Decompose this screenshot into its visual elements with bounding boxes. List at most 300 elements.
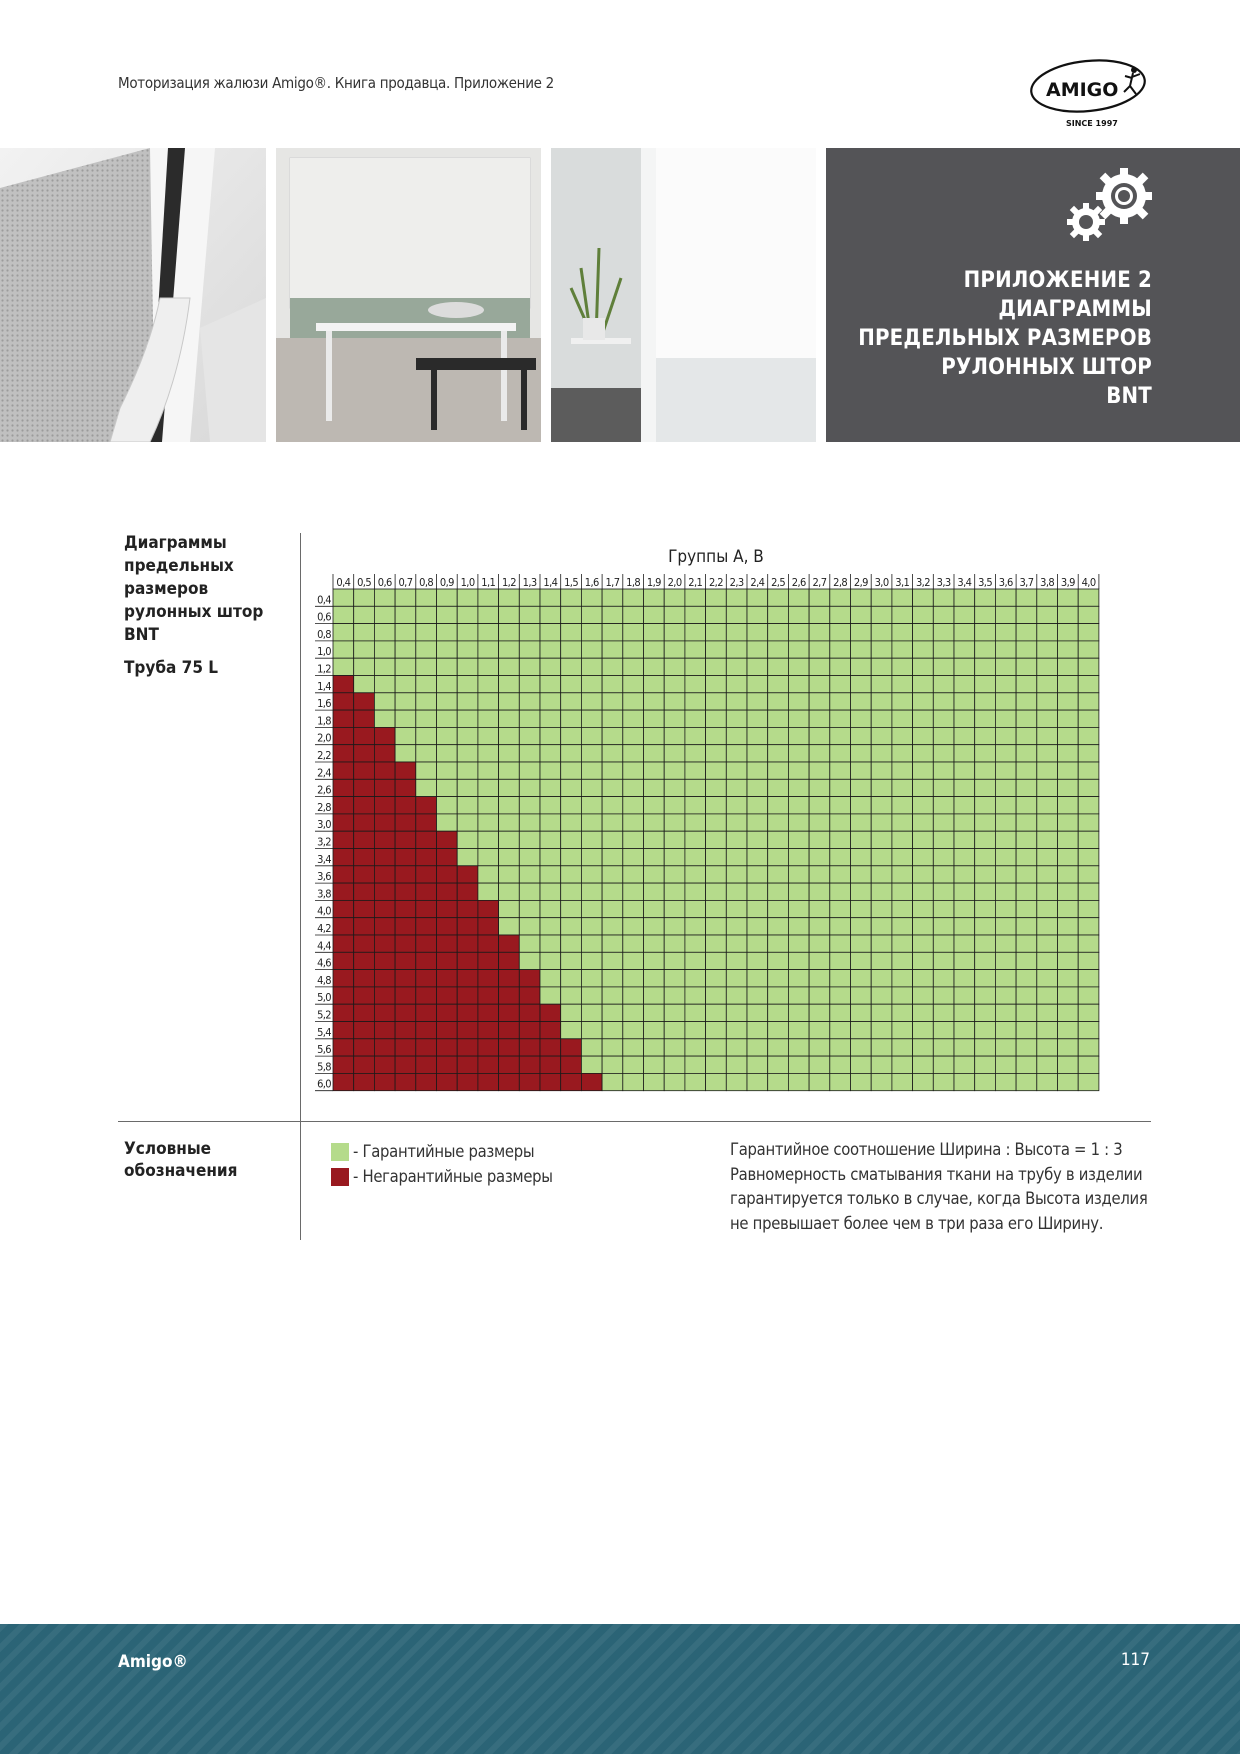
grid-cell bbox=[602, 1022, 623, 1039]
grid-cell bbox=[1078, 745, 1099, 762]
grid-cell bbox=[913, 970, 934, 987]
grid-cell bbox=[478, 900, 499, 917]
grid-cell bbox=[1037, 1039, 1058, 1056]
grid-cell bbox=[954, 952, 975, 969]
grid-cell bbox=[395, 1039, 416, 1056]
grid-cell bbox=[685, 987, 706, 1004]
grid-cell bbox=[809, 589, 830, 606]
grid-cell bbox=[995, 676, 1016, 693]
grid-cell bbox=[561, 814, 582, 831]
grid-cell bbox=[664, 918, 685, 935]
grid-cell bbox=[561, 952, 582, 969]
column-label: 2,3 bbox=[729, 576, 744, 589]
grid-cell bbox=[333, 589, 354, 606]
column-label: 1,3 bbox=[522, 576, 537, 589]
grid-cell bbox=[1078, 849, 1099, 866]
grid-cell bbox=[623, 952, 644, 969]
grid-cell bbox=[333, 918, 354, 935]
grid-cell bbox=[395, 883, 416, 900]
grid-cell bbox=[975, 1039, 996, 1056]
grid-cell bbox=[892, 987, 913, 1004]
grid-cell bbox=[1037, 1056, 1058, 1073]
grid-cell bbox=[726, 970, 747, 987]
grid-cell bbox=[374, 693, 395, 710]
grid-cell bbox=[374, 883, 395, 900]
grid-cell bbox=[395, 918, 416, 935]
grid-cell bbox=[871, 727, 892, 744]
blind-detail-photo bbox=[0, 148, 266, 442]
grid-cell bbox=[374, 918, 395, 935]
grid-cell bbox=[1078, 918, 1099, 935]
grid-cell bbox=[726, 1039, 747, 1056]
grid-cell bbox=[457, 624, 478, 641]
grid-cell bbox=[540, 1056, 561, 1073]
grid-cell bbox=[519, 1056, 540, 1073]
grid-cell bbox=[933, 1056, 954, 1073]
grid-cell bbox=[416, 762, 437, 779]
grid-cell bbox=[933, 935, 954, 952]
grid-cell bbox=[581, 883, 602, 900]
grid-cell bbox=[933, 676, 954, 693]
grid-cell bbox=[768, 1056, 789, 1073]
grid-cell bbox=[1016, 606, 1037, 623]
grid-cell bbox=[1078, 797, 1099, 814]
grid-cell bbox=[499, 727, 520, 744]
grid-cell bbox=[726, 727, 747, 744]
grid-cell bbox=[830, 883, 851, 900]
footer-brand: Amigo® bbox=[118, 1652, 188, 1672]
grid-cell bbox=[457, 606, 478, 623]
grid-cell bbox=[1058, 970, 1079, 987]
grid-cell bbox=[851, 883, 872, 900]
grid-cell bbox=[913, 676, 934, 693]
grid-cell bbox=[1058, 1004, 1079, 1021]
grid-cell bbox=[333, 658, 354, 675]
grid-cell bbox=[354, 779, 375, 796]
grid-cell bbox=[457, 693, 478, 710]
grid-cell bbox=[954, 883, 975, 900]
grid-cell bbox=[644, 606, 665, 623]
grid-cell bbox=[499, 641, 520, 658]
grid-cell bbox=[519, 1004, 540, 1021]
grid-cell bbox=[975, 779, 996, 796]
grid-cell bbox=[519, 866, 540, 883]
grid-cell bbox=[768, 987, 789, 1004]
grid-cell bbox=[540, 1073, 561, 1090]
grid-cell bbox=[623, 693, 644, 710]
grid-cell bbox=[374, 831, 395, 848]
grid-cell bbox=[374, 900, 395, 917]
grid-cell bbox=[1037, 797, 1058, 814]
grid-cell bbox=[706, 1022, 727, 1039]
grid-cell bbox=[954, 987, 975, 1004]
grid-cell bbox=[1016, 727, 1037, 744]
grid-cell bbox=[788, 883, 809, 900]
grid-cell bbox=[581, 710, 602, 727]
grid-cell bbox=[871, 693, 892, 710]
grid-cell bbox=[871, 814, 892, 831]
column-label: 2,7 bbox=[812, 576, 827, 589]
grid-cell bbox=[644, 831, 665, 848]
grid-cell bbox=[1037, 1004, 1058, 1021]
grid-cell bbox=[1078, 900, 1099, 917]
grid-cell bbox=[685, 606, 706, 623]
grid-cell bbox=[747, 866, 768, 883]
chart-title: Группы А, В bbox=[668, 547, 764, 567]
grid-cell bbox=[623, 779, 644, 796]
grid-cell bbox=[519, 883, 540, 900]
grid-cell bbox=[540, 693, 561, 710]
grid-cell bbox=[1058, 900, 1079, 917]
grid-cell bbox=[954, 1004, 975, 1021]
grid-cell bbox=[726, 676, 747, 693]
grid-cell bbox=[457, 987, 478, 1004]
grid-cell bbox=[374, 624, 395, 641]
grid-cell bbox=[1037, 624, 1058, 641]
grid-cell bbox=[581, 641, 602, 658]
grid-cell bbox=[602, 658, 623, 675]
grid-cell bbox=[457, 779, 478, 796]
grid-cell bbox=[726, 606, 747, 623]
grid-cell bbox=[478, 676, 499, 693]
grid-cell bbox=[706, 883, 727, 900]
column-label: 0,6 bbox=[377, 576, 392, 589]
grid-cell bbox=[602, 676, 623, 693]
grid-cell bbox=[706, 606, 727, 623]
grid-cell bbox=[395, 1022, 416, 1039]
banner-line: РУЛОННЫХ ШТОР bbox=[941, 355, 1152, 380]
grid-cell bbox=[788, 779, 809, 796]
grid-cell bbox=[788, 1073, 809, 1090]
grid-cell bbox=[561, 658, 582, 675]
grid-cell bbox=[333, 866, 354, 883]
grid-cell bbox=[768, 1073, 789, 1090]
grid-cell bbox=[954, 676, 975, 693]
grid-cell bbox=[1078, 693, 1099, 710]
grid-cell bbox=[1016, 987, 1037, 1004]
grid-cell bbox=[499, 658, 520, 675]
grid-cell bbox=[892, 900, 913, 917]
column-label: 3,2 bbox=[915, 576, 930, 589]
grid-cell bbox=[395, 589, 416, 606]
grid-cell bbox=[1016, 745, 1037, 762]
grid-cell bbox=[768, 831, 789, 848]
grid-cell bbox=[499, 589, 520, 606]
grid-cell bbox=[437, 866, 458, 883]
grid-cell bbox=[726, 710, 747, 727]
grid-cell bbox=[561, 641, 582, 658]
grid-cell bbox=[1078, 779, 1099, 796]
grid-cell bbox=[478, 1022, 499, 1039]
grid-cell bbox=[354, 797, 375, 814]
grid-cell bbox=[623, 589, 644, 606]
grid-cell bbox=[664, 658, 685, 675]
grid-cell bbox=[1058, 727, 1079, 744]
grid-cell bbox=[747, 606, 768, 623]
grid-cell bbox=[913, 710, 934, 727]
grid-cell bbox=[602, 624, 623, 641]
grid-cell bbox=[437, 831, 458, 848]
grid-cell bbox=[1037, 849, 1058, 866]
grid-cell bbox=[664, 676, 685, 693]
grid-cell bbox=[457, 797, 478, 814]
grid-cell bbox=[706, 866, 727, 883]
column-label: 2,6 bbox=[791, 576, 806, 589]
grid-cell bbox=[374, 762, 395, 779]
grid-cell bbox=[995, 727, 1016, 744]
grid-cell bbox=[933, 727, 954, 744]
grid-cell bbox=[1016, 1039, 1037, 1056]
grid-cell bbox=[892, 952, 913, 969]
grid-cell bbox=[747, 831, 768, 848]
grid-cell bbox=[685, 849, 706, 866]
grid-cell bbox=[644, 814, 665, 831]
grid-cell bbox=[954, 1056, 975, 1073]
grid-cell bbox=[540, 1022, 561, 1039]
grid-cell bbox=[623, 1056, 644, 1073]
grid-cell bbox=[664, 641, 685, 658]
grid-cell bbox=[478, 779, 499, 796]
grid-cell bbox=[644, 952, 665, 969]
row-label: 5,6 bbox=[317, 1043, 331, 1057]
grid-cell bbox=[644, 797, 665, 814]
grid-cell bbox=[602, 952, 623, 969]
grid-cell bbox=[1037, 831, 1058, 848]
grid-cell bbox=[1037, 952, 1058, 969]
grid-cell bbox=[540, 762, 561, 779]
grid-cell bbox=[499, 1056, 520, 1073]
note-line: не превышает более чем в три раза его Ширину. bbox=[730, 1213, 1104, 1233]
grid-cell bbox=[354, 1056, 375, 1073]
grid-cell bbox=[644, 762, 665, 779]
grid-cell bbox=[954, 935, 975, 952]
grid-cell bbox=[416, 710, 437, 727]
grid-cell bbox=[933, 970, 954, 987]
grid-cell bbox=[581, 987, 602, 1004]
grid-cell bbox=[706, 779, 727, 796]
grid-cell bbox=[788, 710, 809, 727]
grid-cell bbox=[995, 641, 1016, 658]
grid-cell bbox=[851, 710, 872, 727]
grid-cell bbox=[416, 1004, 437, 1021]
grid-cell bbox=[519, 762, 540, 779]
grid-cell bbox=[830, 987, 851, 1004]
grid-cell bbox=[374, 727, 395, 744]
grid-cell bbox=[457, 762, 478, 779]
grid-cell bbox=[726, 1073, 747, 1090]
grid-cell bbox=[1037, 1073, 1058, 1090]
tube-label: Труба 75 L bbox=[124, 658, 219, 678]
grid-cell bbox=[809, 1039, 830, 1056]
grid-cell bbox=[975, 745, 996, 762]
grid-cell bbox=[581, 814, 602, 831]
grid-cell bbox=[871, 970, 892, 987]
grid-cell bbox=[644, 710, 665, 727]
grid-cell bbox=[664, 900, 685, 917]
grid-cell bbox=[954, 727, 975, 744]
grid-cell bbox=[519, 779, 540, 796]
grid-cell bbox=[519, 831, 540, 848]
grid-cell bbox=[851, 849, 872, 866]
grid-cell bbox=[499, 1004, 520, 1021]
grid-cell bbox=[478, 814, 499, 831]
grid-cell bbox=[333, 1039, 354, 1056]
grid-cell bbox=[540, 779, 561, 796]
grid-cell bbox=[437, 1056, 458, 1073]
grid-cell bbox=[830, 970, 851, 987]
grid-cell bbox=[975, 900, 996, 917]
grid-cell bbox=[954, 710, 975, 727]
grid-cell bbox=[333, 849, 354, 866]
grid-cell bbox=[416, 952, 437, 969]
grid-cell bbox=[1058, 1022, 1079, 1039]
grid-cell bbox=[374, 658, 395, 675]
grid-cell bbox=[851, 693, 872, 710]
grid-cell bbox=[540, 745, 561, 762]
row-label: 3,6 bbox=[317, 870, 331, 884]
grid-cell bbox=[706, 849, 727, 866]
banner-line: BNT bbox=[1106, 384, 1152, 409]
grid-cell bbox=[457, 918, 478, 935]
grid-cell bbox=[664, 1022, 685, 1039]
grid-cell bbox=[354, 970, 375, 987]
grid-cell bbox=[788, 797, 809, 814]
grid-cell bbox=[540, 918, 561, 935]
grid-cell bbox=[892, 1004, 913, 1021]
grid-cell bbox=[788, 693, 809, 710]
grid-cell bbox=[809, 797, 830, 814]
grid-cell bbox=[457, 710, 478, 727]
grid-cell bbox=[519, 935, 540, 952]
grid-cell bbox=[1078, 952, 1099, 969]
grid-cell bbox=[954, 1022, 975, 1039]
grid-cell bbox=[1037, 745, 1058, 762]
grid-cell bbox=[933, 779, 954, 796]
grid-cell bbox=[374, 606, 395, 623]
row-label: 1,0 bbox=[317, 645, 331, 659]
grid-cell bbox=[644, 935, 665, 952]
grid-cell bbox=[540, 1039, 561, 1056]
grid-cell bbox=[871, 641, 892, 658]
grid-cell bbox=[747, 1022, 768, 1039]
row-label: 4,6 bbox=[317, 956, 331, 970]
grid-cell bbox=[933, 658, 954, 675]
grid-cell bbox=[913, 935, 934, 952]
grid-cell bbox=[954, 745, 975, 762]
grid-cell bbox=[354, 883, 375, 900]
grid-cell bbox=[788, 814, 809, 831]
grid-cell bbox=[540, 814, 561, 831]
grid-cell bbox=[995, 1004, 1016, 1021]
column-label: 1,2 bbox=[501, 576, 516, 589]
grid-cell bbox=[602, 797, 623, 814]
grid-cell bbox=[437, 710, 458, 727]
grid-cell bbox=[437, 624, 458, 641]
grid-cell bbox=[457, 935, 478, 952]
grid-cell bbox=[437, 970, 458, 987]
grid-cell bbox=[995, 883, 1016, 900]
grid-cell bbox=[519, 745, 540, 762]
grid-cell bbox=[1016, 952, 1037, 969]
grid-cell bbox=[892, 866, 913, 883]
grid-cell bbox=[913, 1022, 934, 1039]
grid-cell bbox=[644, 658, 665, 675]
grid-cell bbox=[354, 831, 375, 848]
grid-cell bbox=[851, 1039, 872, 1056]
grid-cell bbox=[1058, 849, 1079, 866]
grid-cell bbox=[1058, 831, 1079, 848]
grid-cell bbox=[768, 814, 789, 831]
grid-cell bbox=[933, 1039, 954, 1056]
grid-cell bbox=[768, 658, 789, 675]
grid-cell bbox=[1058, 606, 1079, 623]
grid-cell bbox=[561, 710, 582, 727]
grid-cell bbox=[561, 970, 582, 987]
svg-text:SINCE 1997: SINCE 1997 bbox=[1066, 119, 1118, 128]
grid-cell bbox=[416, 814, 437, 831]
grid-cell bbox=[706, 624, 727, 641]
grid-cell bbox=[913, 1039, 934, 1056]
grid-cell bbox=[1016, 641, 1037, 658]
grid-cell bbox=[561, 831, 582, 848]
grid-cell bbox=[768, 952, 789, 969]
grid-cell bbox=[354, 1004, 375, 1021]
grid-cell bbox=[644, 727, 665, 744]
grid-cell bbox=[623, 918, 644, 935]
grid-cell bbox=[871, 866, 892, 883]
grid-cell bbox=[1016, 1056, 1037, 1073]
grid-cell bbox=[788, 849, 809, 866]
grid-cell bbox=[602, 918, 623, 935]
grid-cell bbox=[519, 641, 540, 658]
grid-cell bbox=[913, 779, 934, 796]
grid-cell bbox=[499, 606, 520, 623]
row-label: 5,8 bbox=[317, 1060, 331, 1074]
grid-cell bbox=[954, 1073, 975, 1090]
grid-cell bbox=[437, 779, 458, 796]
grid-cell bbox=[374, 745, 395, 762]
grid-cell bbox=[1016, 658, 1037, 675]
grid-cell bbox=[768, 710, 789, 727]
grid-cell bbox=[664, 1004, 685, 1021]
grid-cell bbox=[499, 1039, 520, 1056]
column-label: 0,5 bbox=[357, 576, 372, 589]
grid-cell bbox=[374, 779, 395, 796]
grid-cell bbox=[437, 987, 458, 1004]
grid-cell bbox=[457, 883, 478, 900]
grid-cell bbox=[395, 1056, 416, 1073]
grid-cell bbox=[954, 606, 975, 623]
grid-cell bbox=[747, 900, 768, 917]
grid-cell bbox=[954, 762, 975, 779]
grid-cell bbox=[871, 1056, 892, 1073]
grid-cell bbox=[851, 624, 872, 641]
grid-cell bbox=[975, 710, 996, 727]
banner-line: ПРЕДЕЛЬНЫХ РАЗМЕРОВ bbox=[858, 326, 1152, 351]
grid-cell bbox=[809, 658, 830, 675]
grid-cell bbox=[581, 935, 602, 952]
grid-cell bbox=[333, 606, 354, 623]
grid-cell bbox=[809, 900, 830, 917]
grid-cell bbox=[354, 658, 375, 675]
grid-cell bbox=[540, 797, 561, 814]
grid-cell bbox=[685, 918, 706, 935]
grid-cell bbox=[333, 952, 354, 969]
column-label: 1,8 bbox=[626, 576, 641, 589]
grid-cell bbox=[809, 727, 830, 744]
grid-cell bbox=[478, 952, 499, 969]
grid-cell bbox=[581, 606, 602, 623]
